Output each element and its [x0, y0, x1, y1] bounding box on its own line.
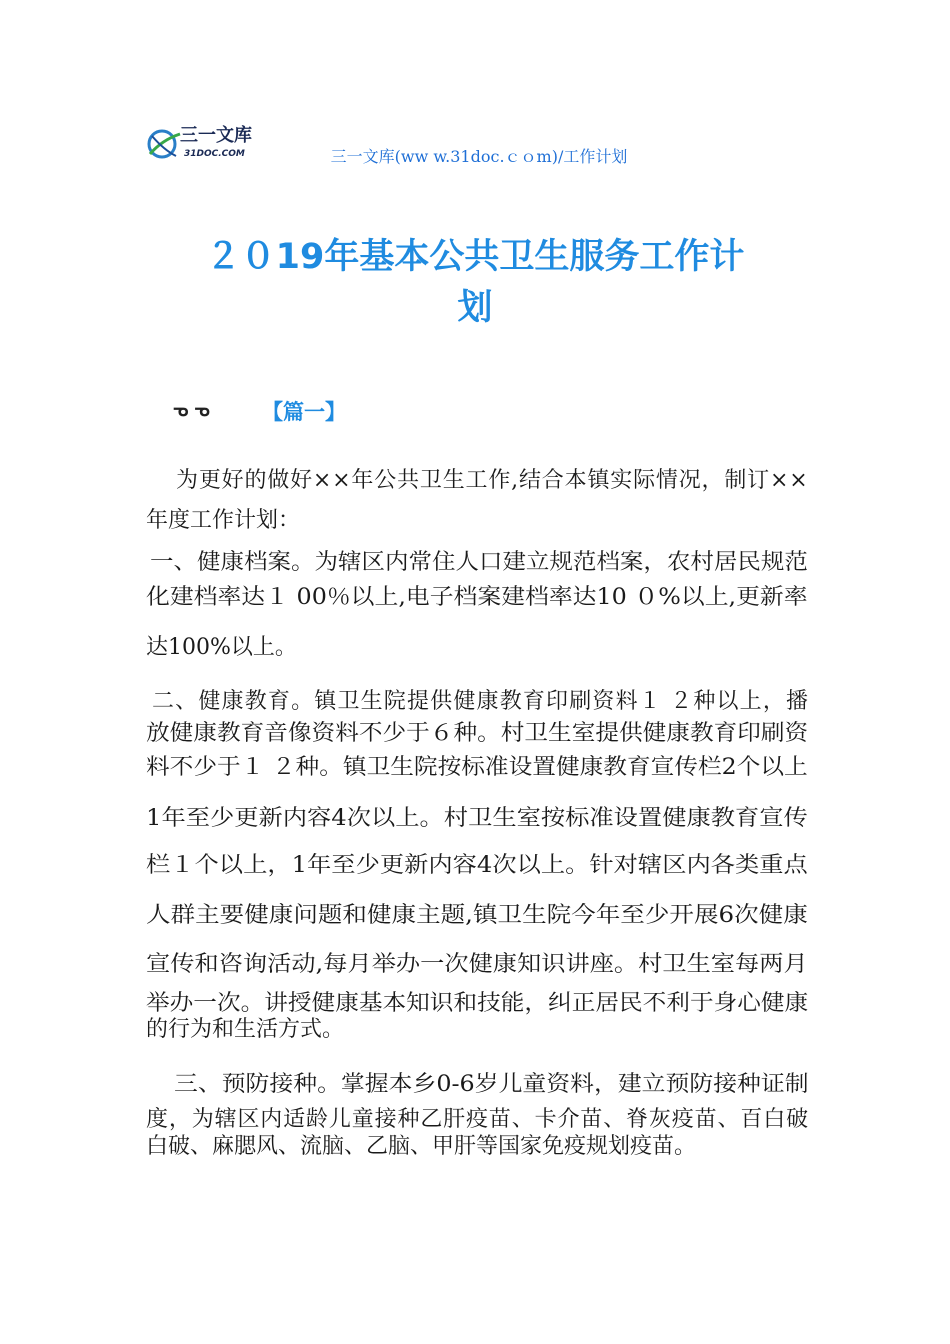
- logo-name-en: 31DOC.COM: [184, 149, 245, 159]
- body-line: 二、健康教育。镇卫生院提供健康教育印刷资料１ ２种以上，播: [152, 689, 810, 714]
- document-title-line-1: ２０19年基本公共卫生服务工作计: [205, 237, 745, 277]
- body-line: 为更好的做好××年公共卫生工作,结合本镇实际情况，制订××: [176, 468, 809, 493]
- body-line: 举办一次。讲授健康基本知识和技能，纠正居民不利于身心健康: [146, 991, 809, 1016]
- document-title-line-2: 划: [457, 288, 493, 328]
- body-line: 的行为和生活方式。: [146, 1017, 345, 1042]
- body-line: 年度工作计划：: [146, 508, 301, 533]
- body-line: 化建档率达１ 00％以上,电子档案建档率达10 ０%以上,更新率: [146, 585, 808, 610]
- site-link[interactable]: 三一文库(ww w.31doc.ｃｏm)/工作计划: [330, 147, 628, 166]
- body-line: 度，为辖区内适龄儿童接种乙肝疫苗、卡介苗、脊灰疫苗、百白破: [146, 1107, 809, 1132]
- section-label: 【篇一】: [262, 400, 346, 424]
- body-line: 人群主要健康问题和健康主题,镇卫生院今年至少开展6次健康: [146, 903, 808, 928]
- body-line: 放健康教育音像资料不少于６种。村卫生室提供健康教育印刷资: [146, 721, 809, 746]
- body-line: 一、健康档案。为辖区内常住人口建立规范档案，农村居民规范: [150, 550, 808, 575]
- section-decoration: ᓀᓀ: [173, 400, 216, 421]
- logo-name-cn: 三一文库: [180, 125, 252, 146]
- body-line: 达100%以上。: [146, 635, 297, 660]
- body-line: 栏１个以上，1年至少更新内容4次以上。针对辖区内各类重点: [146, 853, 808, 878]
- body-line: 料不少于１ ２种。镇卫生院按标准设置健康教育宣传栏2个以上: [146, 755, 808, 780]
- body-line: 宣传和咨询活动,每月举办一次健康知识讲座。村卫生室每两月: [146, 952, 808, 977]
- body-line: 白破、麻腮风、流脑、乙脑、甲肝等国家免疫规划疫苗。: [146, 1134, 697, 1159]
- body-line: 1年至少更新内容4次以上。村卫生室按标准设置健康教育宣传: [146, 806, 808, 831]
- body-line: 三、预防接种。掌握本乡0-6岁儿童资料，建立预防接种证制: [174, 1072, 809, 1097]
